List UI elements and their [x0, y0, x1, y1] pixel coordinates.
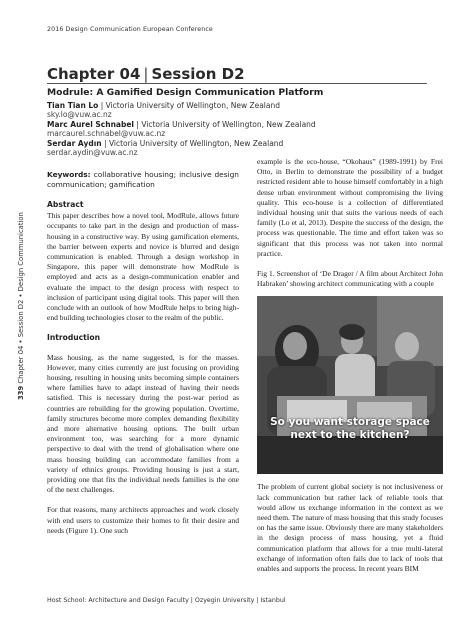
abstract-text: This paper describes how a novel tool, ModRule, allows future occupants to take part in the design and production of mass-housing in a constructive way. By using gamification elements, the barrier between experts and novice is blurred and design communication is enabled. Through a design workshop in Singapore, this paper will demonstrate how ModRule is employed and acts as a design-communication enabler and evaluate the impact to the design process with respect to inclusion of participant using digital tools. This paper will then conclude with an outlook of how ModRule helps to bring high-end building technologies closer to the realm of the public.	[47, 211, 239, 323]
right-column	[257, 157, 443, 584]
author-list	[47, 101, 407, 157]
chapter-label: Chapter 04	[47, 65, 141, 83]
conference-header: 2016 Design Communication European Conference	[47, 26, 213, 33]
keywords	[47, 170, 239, 190]
author-name: Serdar Aydın	[47, 138, 102, 148]
author-name: Tian Tian Lo	[47, 101, 99, 110]
introduction-paragraph: Mass housing, as the name suggested, is for the masses. However, many cities currently are just focusing on providing housing, resulting in housing units becoming simple containers where families have to adapt instead of having their needs satisfied. This is necessary during the post-war period as countries are rebuilding for the growing population. Overtime, family structures become more complex demanding flexibility and more alternative housing options. The built urban environment too, was searching for a more dynamic perspective to deal with the trend of globalisation where one mass housing building can accommodate families from a variety of ethnics groups. Providing housing is just a start, providing one that fits the individual needs families is the one of the next challenges.	[47, 352, 239, 495]
author-entry	[47, 139, 407, 158]
author-entry	[47, 120, 407, 139]
keywords-label: Keywords:	[47, 170, 91, 179]
author-email[interactable]: serdar.aydin@vuw.ac.nz	[47, 148, 138, 158]
left-column	[47, 170, 239, 546]
author-affiliation: | Victoria University of Wellington, New Zealand	[100, 101, 281, 110]
title-rule	[47, 83, 427, 84]
photo-scene-illustration	[257, 296, 443, 474]
abstract-heading: Abstract	[47, 200, 84, 209]
author-name: Marc Aurel Schnabel	[47, 119, 135, 129]
body-paragraph: example is the eco-house, “Okohaus” (1989-1991) by Frei Otto, in Berlin to demonstrate the possibility of a budget restricted resident able to house himself comfortably in a high dense urban environment without compromising the living quality. This eco-house is a collection of differentiated individual housing unit that suits the various needs of each family (Lo et al, 2013). Despite the success of the design, the process was questionable. The time and effort taken was so significant that this process was not taken into normal practice.	[257, 157, 443, 258]
figure-caption: Fig 1. Screenshot of ‘De Drager / A film about Architect John Habraken’ showing architect communicating with a couple	[257, 269, 443, 289]
body-paragraph: The problem of current global society is not inclusiveness or lack communication but rather lack of reliable tools that would allow us exchange information in the context as we need them. The nature of mass housing that this study focuses on has the same issue. Obviously there are many stakeholders in the design process of mass housing, yet a fluid communication platform that allows for a true multi-lateral exchange of information often fails due to lack of tools that enables and supports the process. In recent years BIM	[257, 482, 443, 574]
author-email[interactable]: sky.lo@vuw.ac.nz	[47, 110, 112, 120]
paper-subtitle: Modrule: A Gamified Design Communication Platform	[47, 87, 324, 98]
keywords-text: collaborative housing; inclusive design communication; gamification	[47, 170, 239, 189]
page-number: 339	[17, 385, 25, 400]
side-running-label	[17, 212, 25, 400]
figure-overlay-caption: So you want storage space next to the kitchen?	[270, 416, 430, 442]
author-affiliation: | Victoria University of Wellington, New Zealand	[136, 119, 316, 129]
introduction-heading: Introduction	[47, 333, 101, 343]
chapter-title	[47, 65, 245, 83]
session-label: Session D2	[151, 65, 245, 83]
side-label-text: Chapter 04 • Session D2 • Design Communication	[17, 212, 25, 384]
figure-photo	[257, 296, 443, 474]
introduction-paragraph: For that reasons, many architects approaches and work closely with end users to customize their homes to fit their desire and needs (Figure 1). One such	[47, 505, 239, 535]
author-email[interactable]: marcaurel.schnabel@vuw.ac.nz	[47, 129, 166, 139]
page-footer: Host School: Architecture and Design Faculty | Ozyegin University | Istanbul	[47, 597, 286, 604]
author-entry	[47, 101, 407, 120]
chapter-separator: |	[143, 65, 149, 83]
author-affiliation: | Victoria University of Wellington, New Zealand	[104, 138, 284, 148]
